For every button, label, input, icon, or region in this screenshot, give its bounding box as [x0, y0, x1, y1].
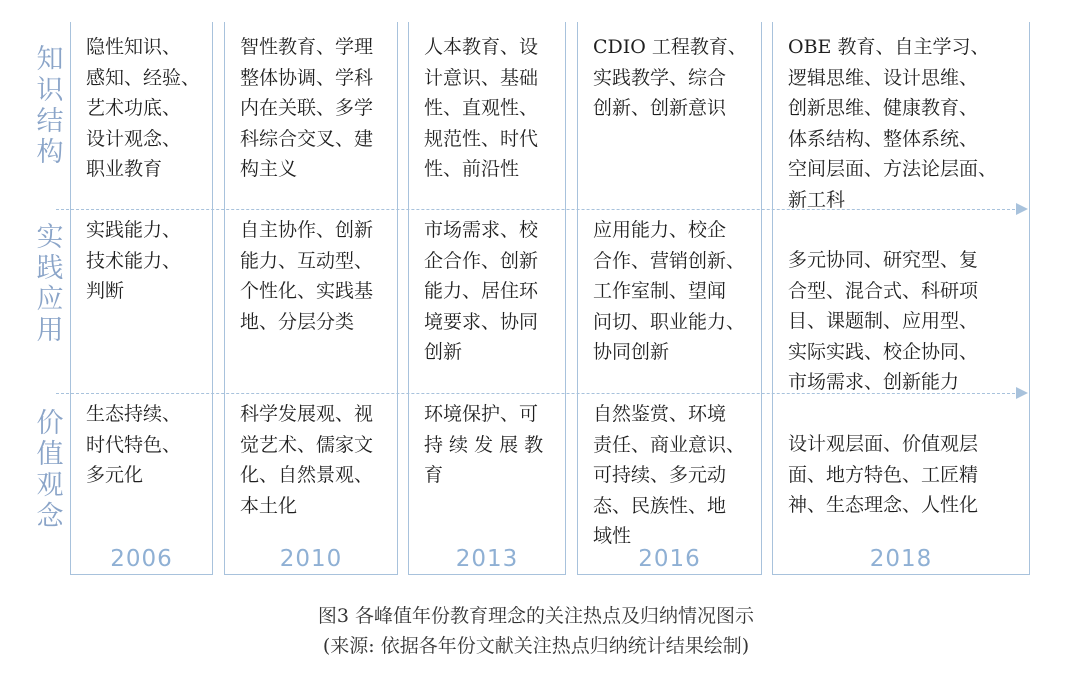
figure-source: (来源: 依据各年份文献关注热点归纳统计结果绘制) — [322, 635, 750, 657]
year-label: 2013 — [455, 546, 519, 572]
cell-2010-practice: 自主协作、创新 能力、互动型、 个性化、实践基 地、分层分类 — [240, 219, 374, 333]
cell-2016-knowledge: CDIO 工程教育、 实践教学、综合 创新、创新意识 — [593, 36, 747, 119]
year-label: 2016 — [638, 546, 701, 572]
cell-2018-knowledge: OBE 教育、自主学习、 逻辑思维、设计思维、 创新思维、健康教育、 体系结构、整体系统、 空间层面、方法论层面、 新工科 — [788, 36, 998, 211]
cell-2006-practice: 实践能力、 技术能力、 判断 — [86, 219, 182, 302]
row-label-practice: 实 践 应 用 — [36, 222, 64, 346]
cell-2018-practice: 多元协同、研究型、复 合型、混合式、科研项 目、课题制、应用型、 实际实践、校企协同、 市场需求、创新能力 — [788, 249, 979, 393]
cell-2016-values: 自然鉴赏、环境 责任、商业意识、 可持续、多元动 态、民族性、地 域性 — [593, 403, 746, 547]
cell-2010-values: 科学发展观、视 觉艺术、儒家文 化、自然景观、 本土化 — [240, 403, 374, 517]
row-label-values: 价 值 观 念 — [36, 408, 64, 532]
year-label: 2006 — [110, 546, 173, 572]
arrow-head — [1016, 387, 1028, 399]
year-label: 2018 — [869, 546, 933, 572]
cell-2018-values: 设计观层面、价值观层 面、地方特色、工匠精 神、生态理念、人性化 — [788, 433, 979, 516]
cell-2016-practice: 应用能力、校企 合作、营销创新、 工作室制、望闻 问切、职业能力、 协同创新 — [593, 219, 746, 363]
cell-2006-knowledge: 隐性知识、 感知、经验、 艺术功底、 设计观念、 职业教育 — [86, 36, 201, 180]
cell-2006-values: 生态持续、 时代特色、 多元化 — [86, 403, 182, 486]
row-label-knowledge: 知 识 结 构 — [36, 44, 64, 168]
year-label: 2010 — [279, 546, 343, 572]
cell-2013-practice: 市场需求、校 企合作、创新 能力、居住环 境要求、协同 创新 — [424, 219, 539, 363]
arrow-head — [1016, 203, 1028, 215]
figure-caption: 图3 各峰值年份教育理念的关注热点及归纳情况图示 — [317, 605, 755, 627]
cell-2013-knowledge: 人本教育、设 计意识、基础 性、直观性、 规范性、时代 性、前沿性 — [424, 36, 539, 180]
cell-2010-knowledge: 智性教育、学理 整体协调、学科 内在关联、多学 科综合交叉、建 构主义 — [240, 36, 374, 180]
cell-2013-values: 环境保护、可 持 续 发 展 教 育 — [424, 403, 544, 486]
